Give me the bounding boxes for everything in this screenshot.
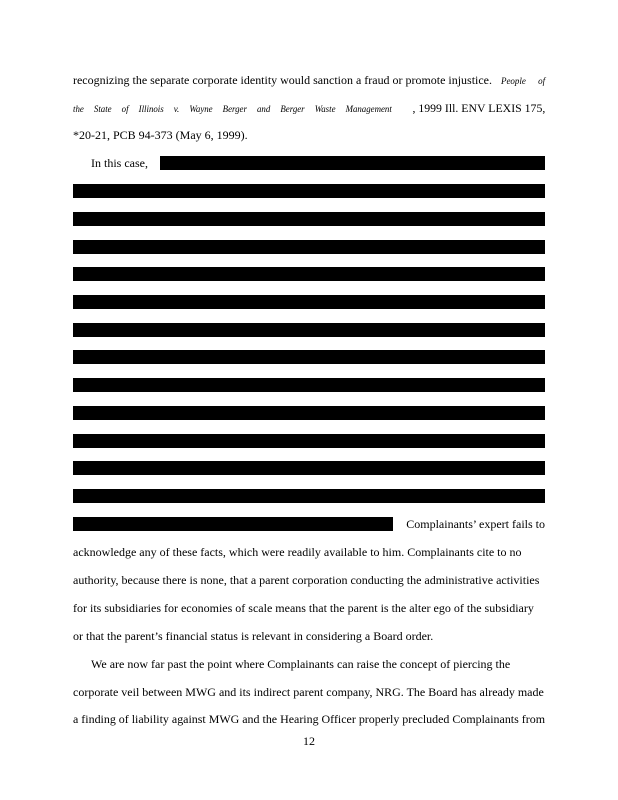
line-2-text: , 1999 Ill. ENV LEXIS 175, (412, 101, 546, 115)
text-line-8: for its subsidiaries for economies of scale means that the parent is the alter ego of the subsidiary (73, 601, 534, 615)
redaction-bar (73, 406, 545, 420)
redaction-bar (73, 267, 545, 281)
text-line-11: corporate veil between MWG and its indirect parent company, NRG. The Board has already made (73, 685, 544, 699)
case-citation-part-2: the State of Illinois v. Wayne Berger and Berger Waste Management (73, 104, 392, 114)
redaction-bar (73, 378, 545, 392)
text-line-6: acknowledge any of these facts, which were readily available to him. Complainants cite to no (73, 545, 522, 559)
case-citation-part-1: People of (500, 76, 546, 86)
text-line-12: a finding of liability against MWG and the Hearing Officer properly precluded Complainants from (73, 712, 545, 726)
redaction-bar (73, 323, 545, 337)
redaction-bar (73, 184, 545, 198)
redaction-bar (73, 517, 393, 531)
redaction-bar (73, 212, 545, 226)
redaction-bar (73, 350, 545, 364)
text-line-5: Complainants’ expert fails to (406, 517, 545, 531)
page-number: 12 (303, 734, 315, 748)
text-line-3: *20-21, PCB 94-373 (May 6, 1999). (73, 128, 248, 142)
text-line-9: or that the parent’s financial status is relevant in considering a Board order. (73, 629, 434, 643)
text-line-1 (73, 73, 544, 88)
redaction-bar (73, 461, 545, 475)
text-line-4: In this case, (91, 156, 148, 170)
text-line-2 (73, 101, 546, 116)
line-1-text: recognizing the separate corporate identity would sanction a fraud or promote injustice. (73, 73, 492, 87)
text-line-10: We are now far past the point where Complainants can raise the concept of piercing the (91, 657, 511, 671)
redaction-bar (160, 156, 545, 170)
redaction-bar (73, 434, 545, 448)
redaction-bar (73, 489, 545, 503)
text-line-7: authority, because there is none, that a parent corporation conducting the administrative activities (73, 573, 540, 587)
redaction-bar (73, 240, 545, 254)
redaction-bar (73, 295, 545, 309)
